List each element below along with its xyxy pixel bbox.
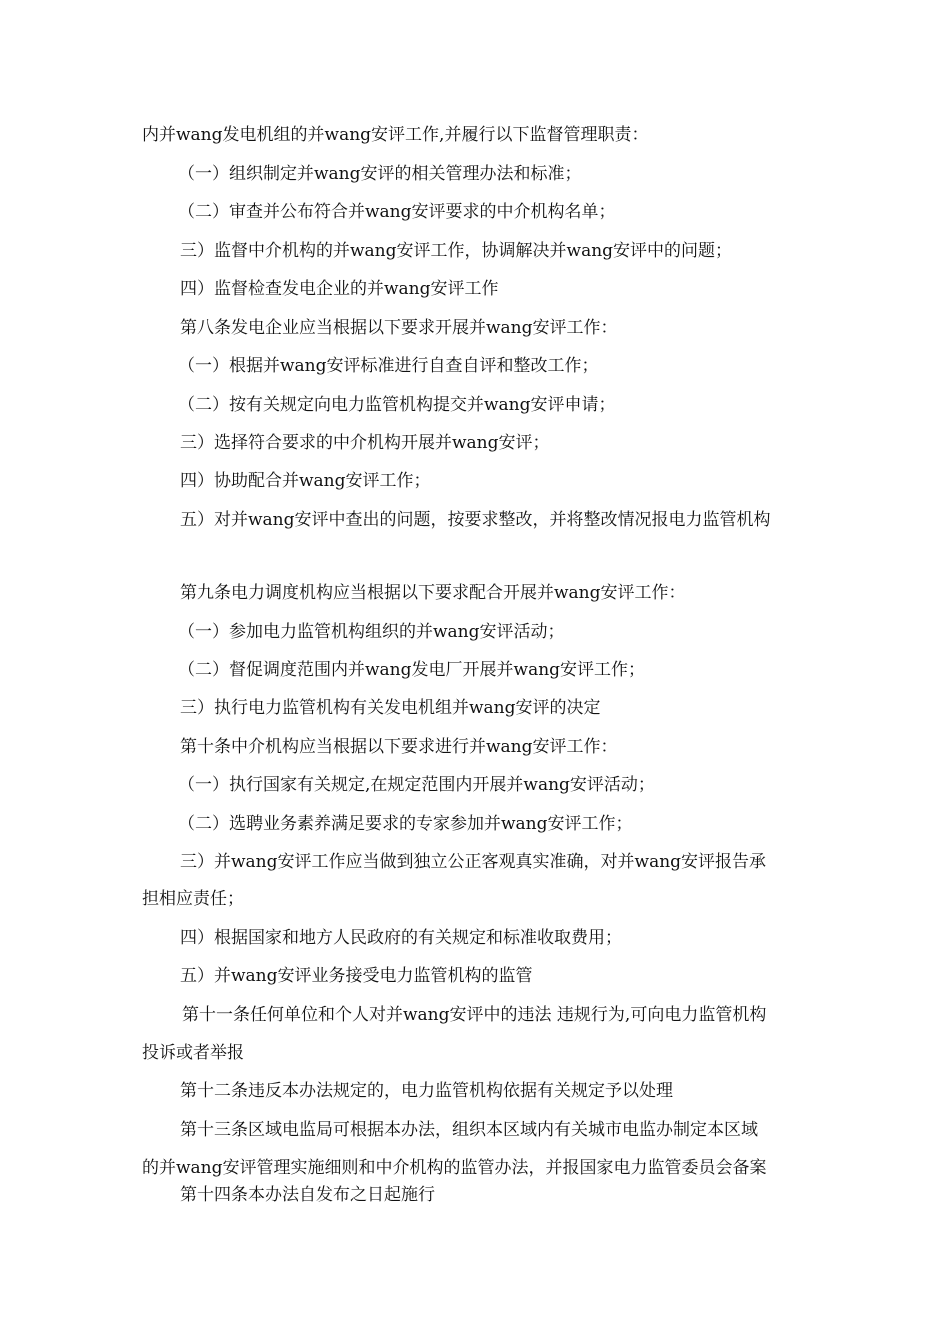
text-line-4: 三）监督中介机构的并wang安评工作，协调解决并wang安评中的问题； bbox=[180, 241, 733, 261]
text-line-10: 四）协助配合并wang安评工作； bbox=[180, 471, 431, 491]
text-line-15: 三）执行电力监管机构有关发电机组并wang安评的决定 bbox=[180, 698, 601, 718]
text-line-24: 投诉或者举报 bbox=[142, 1043, 244, 1063]
text-line-21: 四）根据国家和地方人民政府的有关规定和标准收取费用； bbox=[180, 928, 622, 948]
text-line-7: （一）根据并wang安评标准进行自查自评和整改工作； bbox=[178, 356, 599, 376]
text-line-9: 三）选择符合要求的中介机构开展并wang安评； bbox=[180, 433, 550, 453]
text-line-23: 第十一条任何单位和个人对并wang安评中的违法 违规行为,可向电力监管机构 bbox=[182, 1005, 767, 1025]
text-line-12: 第九条电力调度机构应当根据以下要求配合开展并wang安评工作： bbox=[180, 583, 686, 603]
text-line-25: 第十二条违反本办法规定的，电力监管机构依据有关规定予以处理 bbox=[180, 1081, 673, 1101]
text-line-14: （二）督促调度范围内并wang发电厂开展并wang安评工作； bbox=[178, 660, 646, 680]
text-line-3: （二）审查并公布符合并wang安评要求的中介机构名单； bbox=[178, 202, 616, 222]
text-line-16: 第十条中介机构应当根据以下要求进行并wang安评工作： bbox=[180, 737, 618, 757]
text-line-27: 的并wang安评管理实施细则和中介机构的监管办法，并报国家电力监管委员会备案 bbox=[142, 1158, 767, 1178]
text-line-6: 第八条发电企业应当根据以下要求开展并wang安评工作： bbox=[180, 318, 618, 338]
text-line-11: 五）对并wang安评中查出的问题，按要求整改，并将整改情况报电力监管机构 bbox=[180, 510, 771, 530]
text-line-20: 担相应责任； bbox=[142, 889, 244, 909]
text-line-22: 五）并wang安评业务接受电力监管机构的监管 bbox=[180, 966, 533, 986]
text-line-26: 第十三条区域电监局可根据本办法，组织本区域内有关城市电监办制定本区域 bbox=[180, 1120, 758, 1140]
text-line-18: （二）选聘业务素养满足要求的专家参加并wang安评工作； bbox=[178, 814, 633, 834]
text-line-1: 内并wang发电机组的并wang安评工作,并履行以下监督管理职责： bbox=[142, 125, 649, 145]
text-line-28: 第十四条本办法自发布之日起施行 bbox=[180, 1185, 435, 1205]
text-line-17: （一）执行国家有关规定,在规定范围内开展并wang安评活动； bbox=[178, 775, 655, 795]
text-line-8: （二）按有关规定向电力监管机构提交并wang安评申请； bbox=[178, 395, 616, 415]
text-line-13: （一）参加电力监管机构组织的并wang安评活动； bbox=[178, 622, 565, 642]
text-line-2: （一）组织制定并wang安评的相关管理办法和标准； bbox=[178, 164, 582, 184]
text-line-19: 三）并wang安评工作应当做到独立公正客观真实准确，对并wang安评报告承 bbox=[180, 852, 767, 872]
text-line-5: 四）监督检查发电企业的并wang安评工作 bbox=[180, 279, 499, 299]
